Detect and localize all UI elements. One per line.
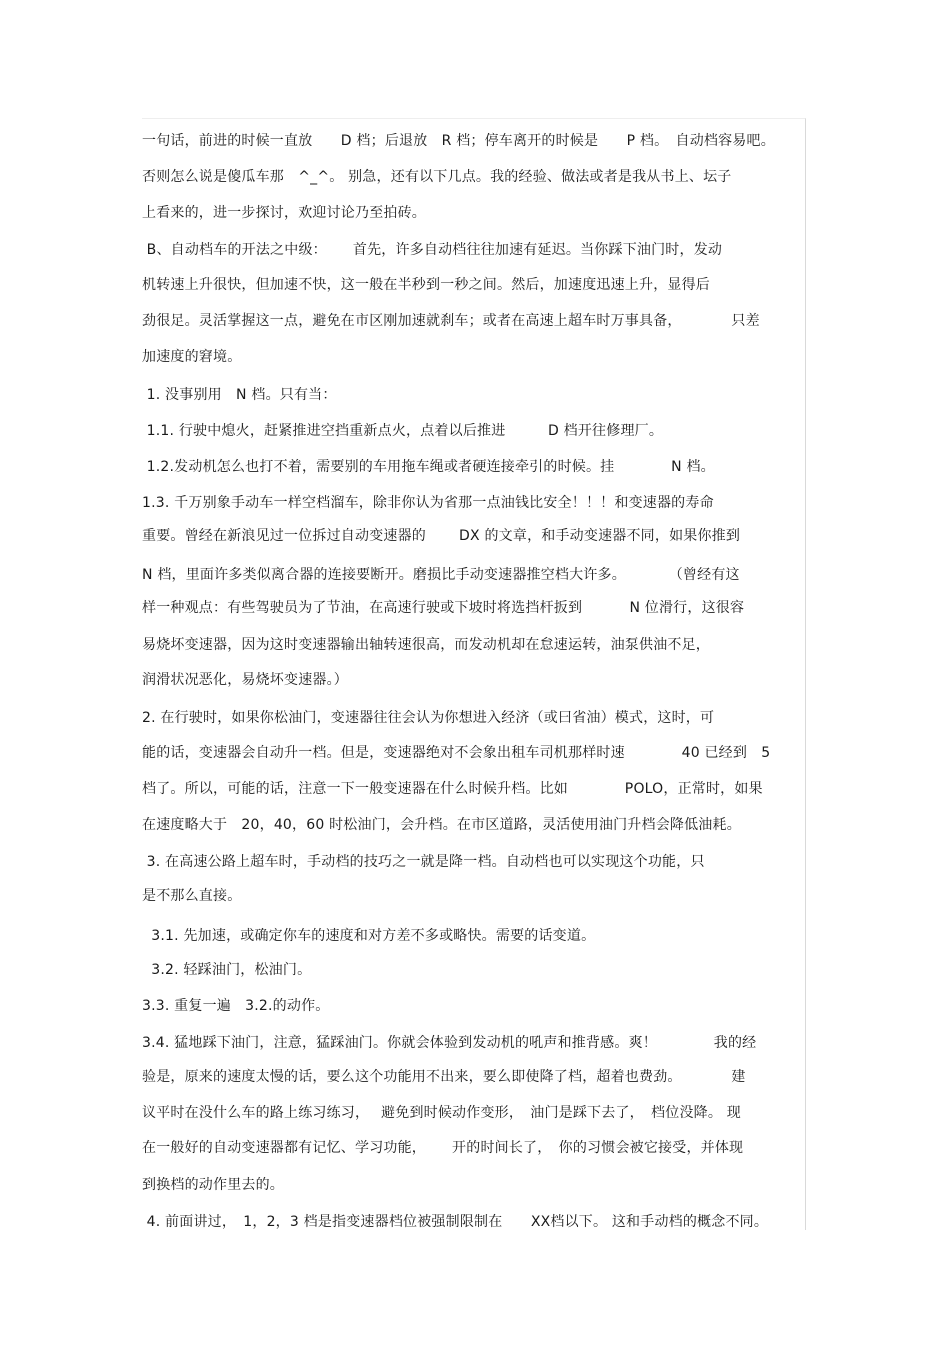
text-line: 在速度略大于 20，40，60 时松油门，会升档。在市区道路，灵活使用油门升档会降低油耗。 bbox=[142, 817, 741, 833]
text-line: 档了。所以，可能的话，注意一下一般变速器在什么时候升档。比如 POLO，正常时，如果 bbox=[142, 781, 763, 797]
text-line: 1.3. 千万别象手动车一样空档溜车，除非你认为省那一点油钱比安全！！！和变速器的寿命 bbox=[142, 495, 714, 511]
text-line: 劲很足。灵活掌握这一点，避免在市区刚加速就刹车；或者在高速上超车时万事具备， 只差 bbox=[142, 313, 760, 329]
text-line: 上看来的，进一步探讨，欢迎讨论乃至拍砖。 bbox=[142, 205, 426, 221]
text-line: 易烧坏变速器，因为这时变速器输出轴转速很高，而发动机却在怠速运转，油泵供油不足， bbox=[142, 637, 710, 653]
text-line: B、自动档车的开法之中级： 首先，许多自动档往往加速有延迟。当你踩下油门时，发动 bbox=[142, 242, 723, 258]
text-line: 3. 在高速公路上超车时，手动档的技巧之一就是降一档。自动档也可以实现这个功能，只 bbox=[142, 854, 705, 870]
text-line: 否则怎么说是傻瓜车那 ^_^。 别急，还有以下几点。我的经验、做法或者是我从书上、坛子 bbox=[142, 169, 732, 185]
text-line: 到换档的动作里去的。 bbox=[142, 1177, 284, 1193]
text-line: 一句话，前进的时候一直放 D 档；后退放 R 档；停车离开的时候是 P 档。 自动档容易吧。 bbox=[142, 133, 775, 149]
text-line: 样一种观点：有些驾驶员为了节油，在高速行驶或下坡时将选挡杆扳到 N 位滑行，这很容 bbox=[142, 600, 745, 616]
text-line: 验是，原来的速度太慢的话，要么这个功能用不出来，要么即使降了档，超着也费劲。 建 bbox=[142, 1069, 746, 1085]
text-line: 1.2.发动机怎么也打不着，需要别的车用拖车绳或者硬连接牵引的时候。挂 N 档。 bbox=[142, 459, 715, 475]
text-line: 机转速上升很快，但加速不快，这一般在半秒到一秒之间。然后，加速度迅速上升，显得后 bbox=[142, 277, 710, 293]
text-line: 2. 在行驶时，如果你松油门，变速器往往会认为你想进入经济（或曰省油）模式，这时，可 bbox=[142, 710, 715, 726]
text-line: N 档，里面许多类似离合器的连接要断开。磨损比手动变速器推空档大许多。 （曾经有这 bbox=[142, 567, 740, 583]
text-line: 在一般好的自动变速器都有记忆、学习功能， 开的时间长了， 你的习惯会被它接受，并体现 bbox=[142, 1140, 744, 1156]
text-line: 4. 前面讲过， 1，2，3 档是指变速器档位被强制限制在 XX档以下。 这和手动档的概念不同。 bbox=[142, 1214, 769, 1230]
text-line: 加速度的窘境。 bbox=[142, 349, 242, 365]
text-line: 润滑状况恶化，易烧坏变速器。） bbox=[142, 672, 348, 688]
text-line: 3.3. 重复一遍 3.2.的动作。 bbox=[142, 998, 330, 1014]
text-line: 3.4. 猛地踩下油门，注意，猛踩油门。你就会体验到发动机的吼声和推背感。爽！ 我的经 bbox=[142, 1035, 757, 1051]
text-line: 3.1. 先加速，或确定你车的速度和对方差不多或略快。需要的话变道。 bbox=[142, 928, 596, 944]
text-line: 3.2. 轻踩油门，松油门。 bbox=[142, 962, 312, 978]
text-line: 是不那么直接。 bbox=[142, 888, 242, 904]
text-line: 1.1. 行驶中熄火，赶紧推进空挡重新点火，点着以后推进 D 档开往修理厂。 bbox=[142, 423, 664, 439]
text-line: 议平时在没什么车的路上练习练习， 避免到时候动作变形， 油门是踩下去了， 档位没降。 现 bbox=[142, 1105, 741, 1121]
text-line: 1. 没事别用 N 档。只有当： bbox=[142, 387, 337, 403]
text-line: 重要。曾经在新浪见过一位拆过自动变速器的 DX 的文章，和手动变速器不同，如果你推到 bbox=[142, 528, 741, 544]
text-line: 能的话，变速器会自动升一档。但是，变速器绝对不会象出租车司机那样时速 40 已经到 5 bbox=[142, 745, 771, 761]
